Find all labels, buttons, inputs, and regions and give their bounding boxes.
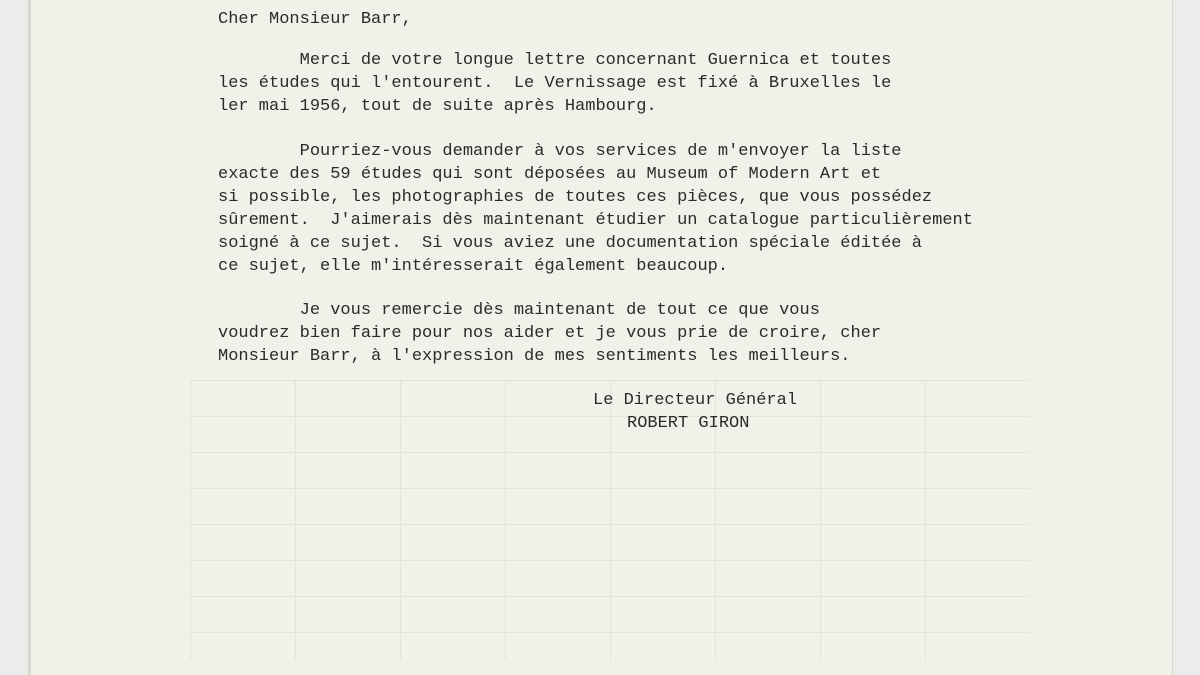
paragraph-3: [218, 299, 881, 368]
paragraph-2-line: exacte des 59 études qui sont déposées au Museum of Modern Art et: [218, 165, 882, 184]
salutation-line: Cher Monsieur Barr,: [218, 10, 412, 29]
paragraph-2-line: ce sujet, elle m'intéresserait également beaucoup.: [218, 257, 729, 276]
paragraph-1-line: ler mai 1956, tout de suite après Hambourg.: [218, 97, 657, 116]
paragraph-1: [218, 49, 891, 118]
paragraph-1-line: les études qui l'entourent. Le Vernissage est fixé à Bruxelles le: [218, 74, 892, 93]
letter-salutation: [218, 8, 412, 31]
signature-name: ROBERT GIRON: [627, 414, 750, 433]
paragraph-2-line: sûrement. J'aimerais dès maintenant étudier un catalogue particulièrement: [218, 211, 973, 230]
signature-block: [593, 389, 797, 435]
paragraph-2-line: si possible, les photographies de toutes ces pièces, que vous possédez: [218, 188, 933, 207]
paragraph-3-line: Monsieur Barr, à l'expression de mes sentiments les meilleurs.: [218, 347, 851, 366]
paragraph-2-line: Pourriez-vous demander à vos services de m'envoyer la liste: [218, 142, 902, 161]
signature-title: Le Directeur Général: [593, 391, 798, 410]
paragraph-3-line: Je vous remercie dès maintenant de tout ce que vous: [218, 301, 820, 320]
paragraph-2: [218, 140, 973, 278]
paragraph-3-line: voudrez bien faire pour nos aider et je vous prie de croire, cher: [218, 324, 882, 343]
paragraph-2-line: soigné à ce sujet. Si vous aviez une documentation spéciale éditée à: [218, 234, 922, 253]
paragraph-1-line: Merci de votre longue lettre concernant Guernica et toutes: [218, 51, 892, 70]
